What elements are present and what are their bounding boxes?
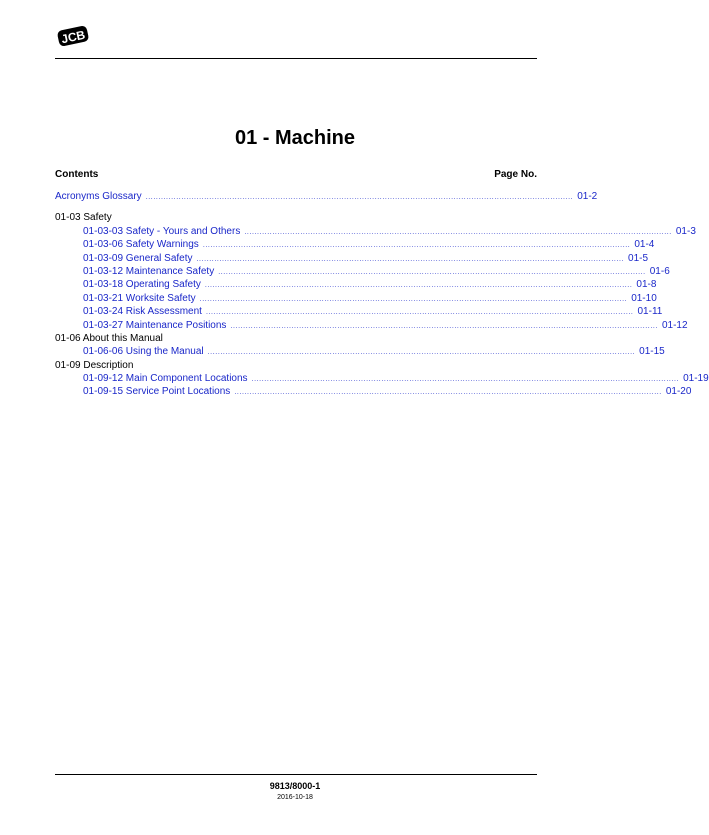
toc-link-service-point-locations[interactable] <box>55 385 692 398</box>
dot-leader: ........................................................................................................................................................................ <box>145 194 574 201</box>
toc-entry-label: 01-09-12 Main Component Locations <box>83 373 248 385</box>
toc-entry-label: 01-03-18 Operating Safety <box>83 279 201 291</box>
toc-entry-label: 01-03-27 Maintenance Positions <box>83 319 227 331</box>
toc-entry-page: 01-6 <box>649 265 670 277</box>
toc-link-maintenance-positions[interactable] <box>55 319 688 332</box>
toc-section-label: 01-09 Description <box>55 359 134 371</box>
page-number-header: Page No. <box>494 169 537 180</box>
toc-link-main-component-locations[interactable] <box>55 372 709 385</box>
toc-section-label: 01-03 Safety <box>55 212 112 224</box>
document-date: 2016-10-18 <box>277 794 313 801</box>
dot-leader: ........................................................................................................................................................................ <box>251 376 680 384</box>
document-number: 9813/8000-1 <box>269 781 321 791</box>
toc-section-about-this-manual <box>55 332 538 345</box>
toc-entry-page: 01-10 <box>631 292 657 304</box>
toc-entry-label: 01-03-12 Maintenance Safety <box>83 265 215 277</box>
dot-leader: ........................................................................................................................................................................ <box>202 242 631 250</box>
dot-leader: ........................................................................................................................................................................ <box>218 268 646 276</box>
toc-entry-page: 01-12 <box>661 319 688 331</box>
toc-link-worksite-safety[interactable] <box>55 292 657 305</box>
dot-leader: ........................................................................................................................................................................ <box>230 322 658 330</box>
toc-entry-label: Acronyms Glossary <box>55 191 142 202</box>
toc-link-acronyms-glossary[interactable] <box>55 190 598 203</box>
toc-link-risk-assessment[interactable] <box>55 305 663 318</box>
page-title: 01 - Machine <box>234 127 356 149</box>
toc-link-using-the-manual[interactable] <box>55 345 665 358</box>
dot-leader: ........................................................................................................................................................................ <box>234 389 662 397</box>
toc-entry-label: 01-03-06 Safety Warnings <box>83 239 199 251</box>
dot-leader: ........................................................................................................................................................................ <box>204 282 633 290</box>
dot-leader: ........................................................................................................................................................................ <box>205 309 634 317</box>
toc-entry-page: 01-20 <box>665 386 692 398</box>
dot-leader: ........................................................................................................................................................................ <box>244 228 672 236</box>
toc-link-operating-safety[interactable] <box>55 278 657 291</box>
toc-entry-label: 01-03-24 Risk Assessment <box>83 306 202 318</box>
toc-entry-page: 01-2 <box>577 191 598 202</box>
toc-entry-page: 01-4 <box>634 239 655 251</box>
footer-rule <box>55 774 537 775</box>
header-rule <box>55 58 537 59</box>
toc-entry-page: 01-3 <box>675 225 696 237</box>
toc-entry-page: 01-8 <box>636 279 657 291</box>
toc-section-safety <box>55 211 538 224</box>
dot-leader: ........................................................................................................................................................................ <box>196 255 625 263</box>
toc-entry-label: 01-09-15 Service Point Locations <box>83 386 231 398</box>
toc-entry-page: 01-5 <box>628 252 649 264</box>
contents-header: Contents <box>55 169 99 180</box>
table-of-contents <box>55 190 709 399</box>
toc-section-description <box>55 359 538 372</box>
toc-entry-page: 01-19 <box>683 373 709 385</box>
toc-entry-page: 01-11 <box>637 306 663 318</box>
toc-link-general-safety[interactable] <box>55 252 649 265</box>
toc-entry-page: 01-15 <box>639 346 665 358</box>
toc-entry-label: 01-03-09 General Safety <box>83 252 193 264</box>
toc-link-safety-warnings[interactable] <box>55 238 655 251</box>
dot-leader: ........................................................................................................................................................................ <box>199 295 628 303</box>
toc-entry-label: 01-03-21 Worksite Safety <box>83 292 196 304</box>
dot-leader: ........................................................................................................................................................................ <box>207 349 636 357</box>
toc-section-label: 01-06 About this Manual <box>55 332 163 344</box>
toc-entry-label: 01-06-06 Using the Manual <box>83 346 204 358</box>
jcb-logo <box>56 22 90 50</box>
logo-text: JCB <box>60 27 87 47</box>
toc-entry-label: 01-03-03 Safety - Yours and Others <box>83 225 241 237</box>
toc-link-maintenance-safety[interactable] <box>55 265 670 278</box>
toc-link-safety-yours-and-others[interactable] <box>55 225 696 238</box>
